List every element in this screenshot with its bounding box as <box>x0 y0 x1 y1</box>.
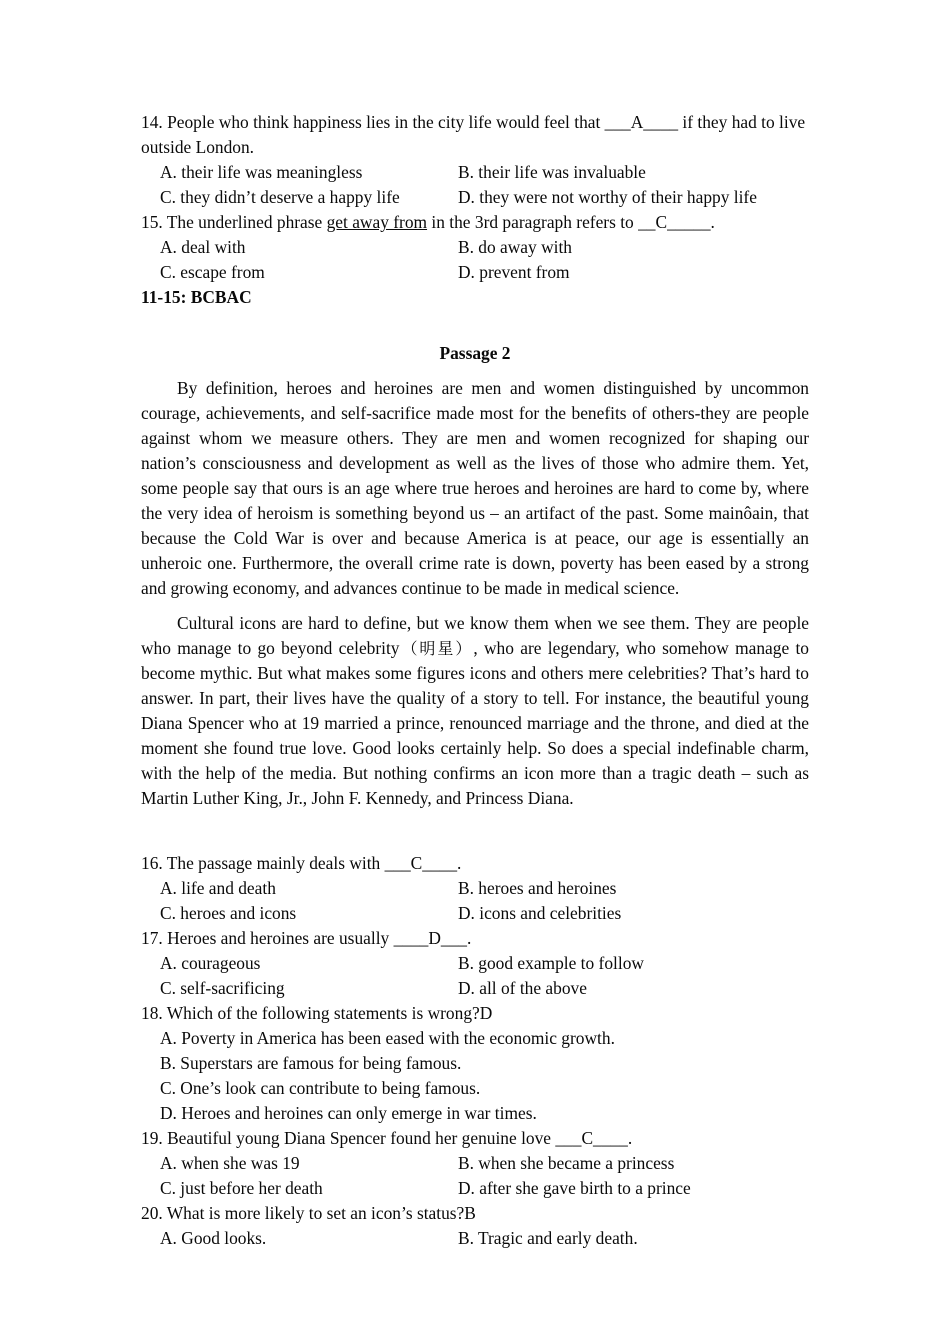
passage-paragraph-1: By definition, heroes and heroines are men and women distinguished by uncommon courage, achievements, and self-sacrifice made most for the benefits of others-they are people against whom we measure others. They are men and women recognized for shaping our nation’s consciousness and development as well as the lives of those who admire them. Yet, some people say that ours is an age where true heroes and heroines are hard to come by, where the very idea of heroism is something beyond us – an artifact of the past. Some mainôain, that because the Cold War is over and because America is at peace, our age is essentially an unheroic one. Furthermore, the overall crime rate is down, poverty has been eased by a strong and growing economy, and advances continue to be made in medical science. <box>141 378 809 598</box>
spacer <box>141 366 809 376</box>
question-15-underlined-phrase: get away from <box>326 212 428 232</box>
question-20-option-a[interactable]: A. Good looks. <box>160 1228 267 1248</box>
question-14-option-c[interactable]: C. they didn’t deserve a happy life <box>160 187 400 207</box>
passage-paragraph-2 <box>141 611 809 811</box>
question-14-option-row-ab <box>141 160 809 185</box>
question-17-option-row-cd <box>141 976 809 1001</box>
question-17-option-c[interactable]: C. self-sacrificing <box>160 978 285 998</box>
question-18-option-c[interactable]: C. One’s look can contribute to being famous. <box>160 1078 481 1098</box>
question-19-option-row-ab <box>141 1151 809 1176</box>
document-body <box>141 110 809 1251</box>
question-15-option-c[interactable]: C. escape from <box>160 262 265 282</box>
question-14-stem-line-2: outside London. <box>141 137 255 157</box>
question-14-option-d[interactable]: D. they were not worthy of their happy life <box>458 187 757 207</box>
question-19-option-row-cd <box>141 1176 809 1201</box>
question-15-stem <box>141 210 809 235</box>
answer-key-line: 11-15: BCBAC <box>141 287 252 307</box>
question-17-option-row-ab <box>141 951 809 976</box>
question-18-stem: 18. Which of the following statements is wrong?D <box>141 1003 493 1023</box>
question-18-option-b[interactable]: B. Superstars are famous for being famous. <box>160 1053 462 1073</box>
question-19-stem: 19. Beautiful young Diana Spencer found her genuine love ___C____. <box>141 1128 633 1148</box>
question-16-option-a[interactable]: A. life and death <box>160 878 276 898</box>
question-16-option-c[interactable]: C. heroes and icons <box>160 903 297 923</box>
question-16-option-d[interactable]: D. icons and celebrities <box>458 903 622 923</box>
passage-paragraph-2-part-2: , who are legendary, who somehow manage to become mythic. But what makes some figures icons and others mere celebrities? That’s hard to answer. In part, their lives have the quality of a story to tell. For instance, the beautiful young Diana Spencer who at 19 married a prince, renounced marriage and the throne, and died at the moment she found true love. Good looks certainly help. So does a special indefinable charm, with the help of the media. But nothing confirms an icon more than a tragic death – such as Martin Luther King, Jr., John F. Kennedy, and Princess Diana. <box>141 638 809 808</box>
question-15-stem-prefix: 15. The underlined phrase <box>141 212 327 232</box>
question-14-option-row-cd <box>141 185 809 210</box>
passage-paragraph-2-chinese-gloss: （明星） <box>399 639 474 658</box>
question-16-stem: 16. The passage mainly deals with ___C____. <box>141 853 462 873</box>
question-14-stem-line-1: 14. People who think happiness lies in the city life would feel that ___A____ if they had to live <box>141 112 806 132</box>
question-15-option-b[interactable]: B. do away with <box>458 237 572 257</box>
question-16-option-row-ab <box>141 876 809 901</box>
passage-paragraph-2-part-1: Cultural icons are hard to define, but we know them when we see them. They are people who manage to go beyond celebrity <box>141 613 809 658</box>
spacer <box>141 811 809 851</box>
question-17-option-a[interactable]: A. courageous <box>160 953 261 973</box>
question-20-option-b[interactable]: B. Tragic and early death. <box>458 1228 638 1248</box>
question-20-option-row-ab <box>141 1226 809 1251</box>
question-17-stem: 17. Heroes and heroines are usually ____D___. <box>141 928 472 948</box>
question-14-option-a[interactable]: A. their life was meaningless <box>160 162 363 182</box>
question-15-stem-suffix: in the 3rd paragraph refers to __C_____. <box>427 212 715 232</box>
question-20-stem: 20. What is more likely to set an icon’s status?B <box>141 1203 476 1223</box>
question-14-option-b[interactable]: B. their life was invaluable <box>458 162 646 182</box>
question-19-option-b[interactable]: B. when she became a princess <box>458 1153 675 1173</box>
question-15-option-row-cd <box>141 260 809 285</box>
passage-heading: Passage 2 <box>439 343 511 363</box>
question-19-option-c[interactable]: C. just before her death <box>160 1178 323 1198</box>
question-16-option-row-cd <box>141 901 809 926</box>
question-15-option-d[interactable]: D. prevent from <box>458 262 570 282</box>
question-15-option-a[interactable]: A. deal with <box>160 237 246 257</box>
question-17-option-d[interactable]: D. all of the above <box>458 978 587 998</box>
question-16-option-b[interactable]: B. heroes and heroines <box>458 878 617 898</box>
question-18-option-a[interactable]: A. Poverty in America has been eased with the economic growth. <box>160 1028 615 1048</box>
question-17-option-b[interactable]: B. good example to follow <box>458 953 644 973</box>
question-18-option-d[interactable]: D. Heroes and heroines can only emerge in war times. <box>160 1103 537 1123</box>
spacer <box>141 601 809 611</box>
spacer <box>141 310 809 341</box>
question-19-option-a[interactable]: A. when she was 19 <box>160 1153 300 1173</box>
question-15-option-row-ab <box>141 235 809 260</box>
question-19-option-d[interactable]: D. after she gave birth to a prince <box>458 1178 691 1198</box>
